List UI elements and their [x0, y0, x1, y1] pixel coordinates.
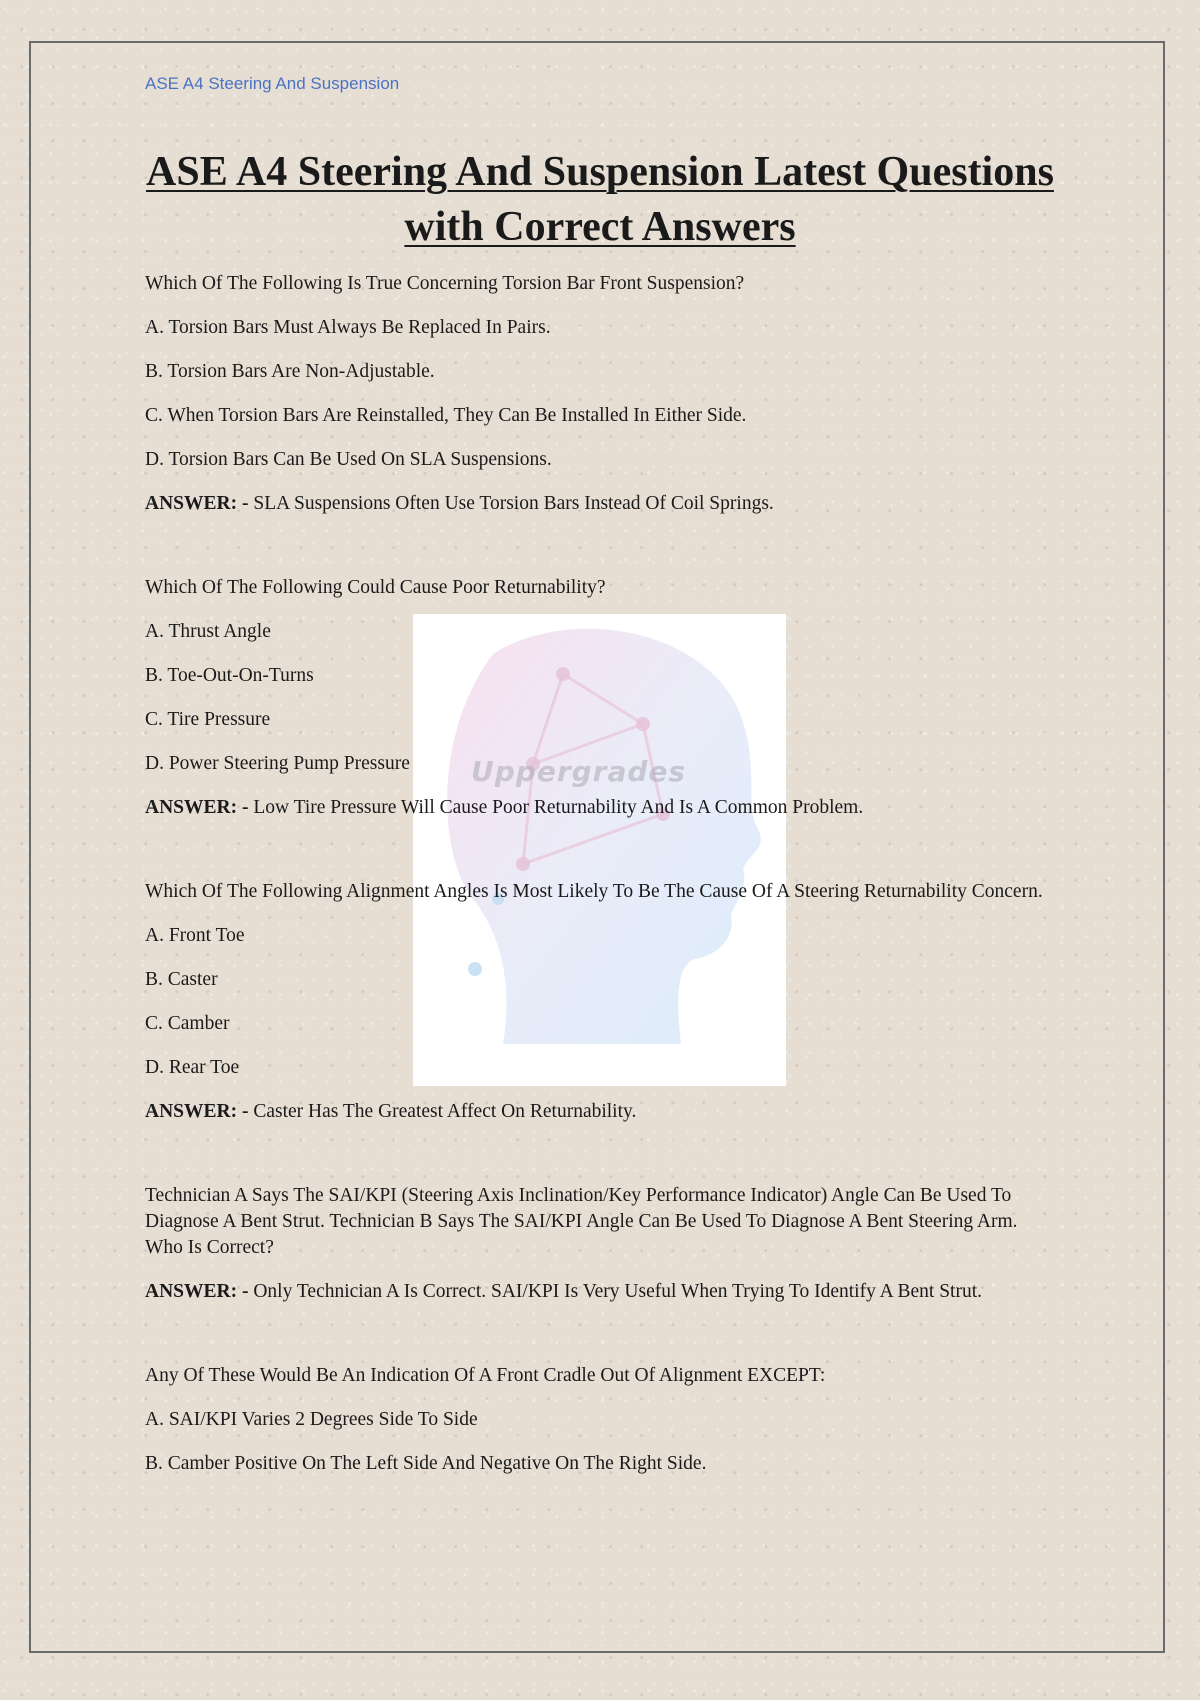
- watermark-text: Uppergrades: [471, 755, 687, 788]
- answer-option: A. Thrust Angle: [145, 621, 271, 642]
- question-text: Any Of These Would Be An Indication Of A Front Cradle Out Of Alignment EXCEPT:: [145, 1365, 826, 1386]
- question-text: Which Of The Following Is True Concerning Torsion Bar Front Suspension?: [145, 273, 745, 294]
- answer-label: ANSWER: -: [145, 797, 249, 818]
- answer-option: A. SAI/KPI Varies 2 Degrees Side To Side: [145, 1409, 478, 1430]
- answer-text: Caster Has The Greatest Affect On Returnability.: [253, 1101, 637, 1122]
- running-header: ASE A4 Steering And Suspension: [145, 74, 400, 93]
- answer-option: B. Caster: [145, 969, 218, 990]
- answer-option: B. Camber Positive On The Left Side And Negative On The Right Side.: [145, 1453, 707, 1474]
- document-title: ASE A4 Steering And Suspension Latest Questions with Correct Answers: [146, 149, 1054, 250]
- answer-line: [145, 1279, 1045, 1305]
- answer-option: D. Torsion Bars Can Be Used On SLA Suspensions.: [145, 449, 552, 470]
- question-block-2: [145, 575, 1045, 821]
- answer-label: ANSWER: -: [145, 493, 249, 514]
- answer-text: SLA Suspensions Often Use Torsion Bars Instead Of Coil Springs.: [253, 493, 774, 514]
- answer-line: [145, 1099, 1045, 1125]
- answer-option: B. Toe-Out-On-Turns: [145, 665, 314, 686]
- question-text: Which Of The Following Alignment Angles Is Most Likely To Be The Cause Of A Steering Returnability Concern.: [145, 881, 1043, 902]
- question-block-5: [145, 1363, 1045, 1477]
- answer-option: A. Torsion Bars Must Always Be Replaced In Pairs.: [145, 317, 551, 338]
- answer-option: C. Camber: [145, 1013, 230, 1034]
- answer-text: Low Tire Pressure Will Cause Poor Returnability And Is A Common Problem.: [253, 797, 864, 818]
- answer-option: C. Tire Pressure: [145, 709, 271, 730]
- qa-content: [145, 271, 1045, 1535]
- question-text: Technician A Says The SAI/KPI (Steering Axis Inclination/Key Performance Indicator) Angle Can Be Used To Diagnose A Bent Strut. Technician B Says The SAI/KPI Angle Can Be Used To Diagnose A Bent Steering Arm. Who Is Correct?: [145, 1185, 1018, 1258]
- answer-line: [145, 795, 1045, 821]
- answer-option: D. Power Steering Pump Pressure: [145, 753, 410, 774]
- question-block-1: [145, 271, 1045, 517]
- answer-line: [145, 491, 1045, 517]
- answer-option: C. When Torsion Bars Are Reinstalled, They Can Be Installed In Either Side.: [145, 405, 747, 426]
- answer-text: Only Technician A Is Correct. SAI/KPI Is Very Useful When Trying To Identify A Bent Strut.: [253, 1281, 983, 1302]
- question-text: Which Of The Following Could Cause Poor Returnability?: [145, 577, 606, 598]
- answer-label: ANSWER: -: [145, 1281, 249, 1302]
- question-block-3: [145, 879, 1045, 1125]
- answer-option: A. Front Toe: [145, 925, 245, 946]
- answer-option: D. Rear Toe: [145, 1057, 240, 1078]
- answer-option: B. Torsion Bars Are Non-Adjustable.: [145, 361, 435, 382]
- answer-label: ANSWER: -: [145, 1101, 249, 1122]
- question-block-4: [145, 1183, 1045, 1305]
